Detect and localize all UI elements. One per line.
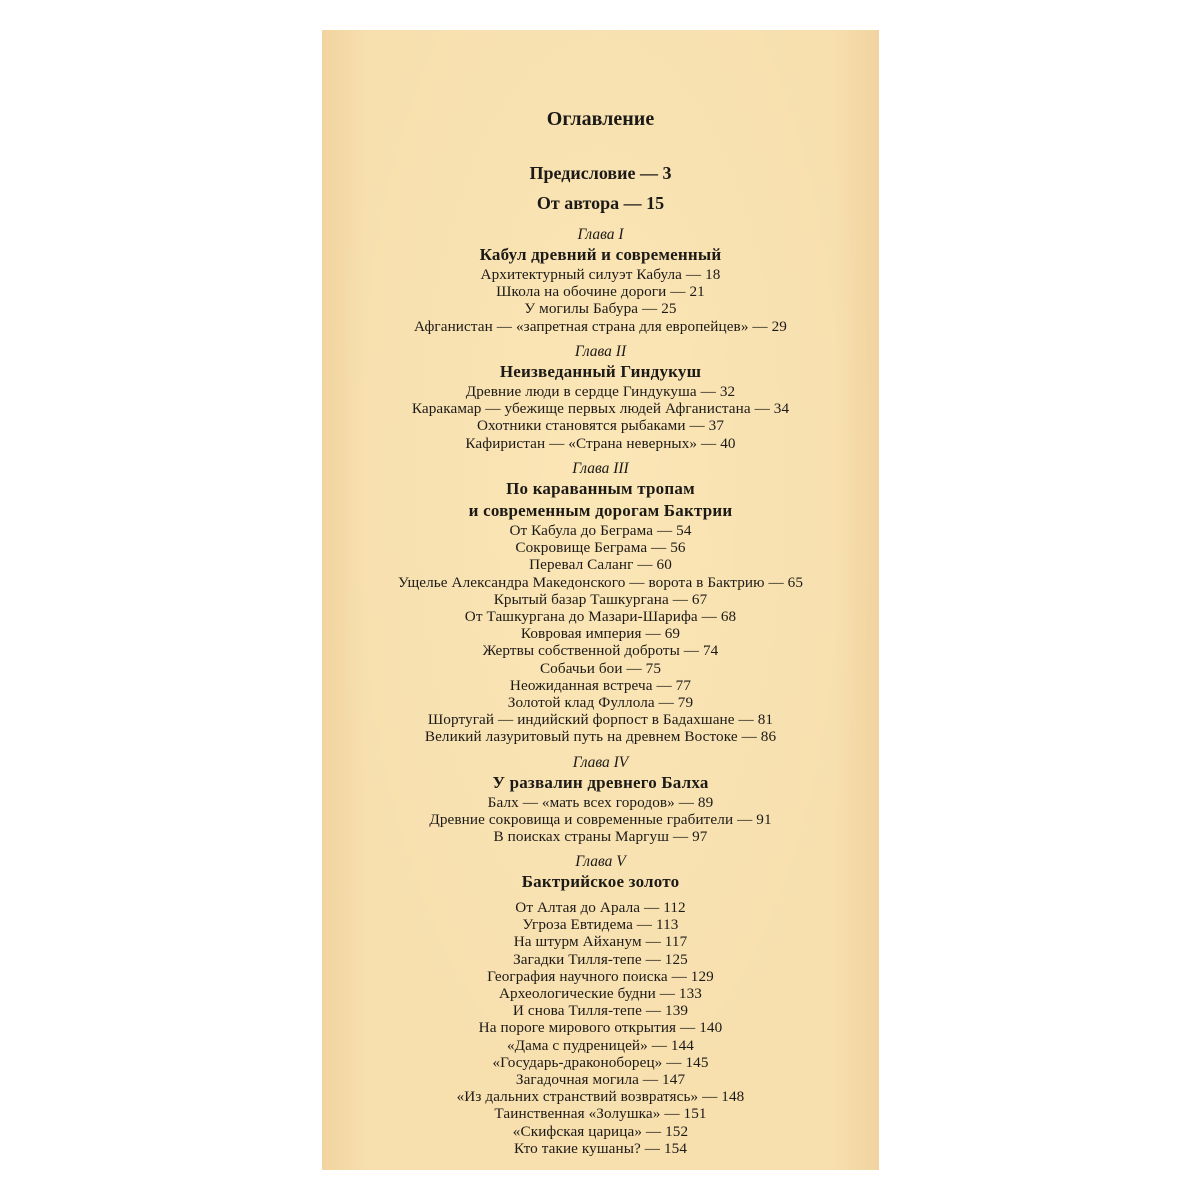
toc-entry: Археологические будни — 133 xyxy=(498,985,702,1003)
toc-entry: От Алтая до Арала — 112 xyxy=(515,899,686,916)
chapter-3 xyxy=(322,460,879,746)
toc-entry: «Дама с пудреницей» — 144 xyxy=(506,1036,694,1054)
chapter-heading: По караванным тропам xyxy=(506,479,695,498)
chapter-4 xyxy=(322,754,879,846)
toc-entry: Угроза Евтидема — 113 xyxy=(522,916,679,934)
toc-entry: Кто такие кушаны? — 154 xyxy=(513,1139,688,1157)
book-page xyxy=(322,30,879,1170)
toc-entry: Сокровище Беграма — 56 xyxy=(515,539,686,557)
toc-entry: Неожиданная встреча — 77 xyxy=(509,676,692,694)
toc-entry: Каракамар — убежище первых людей Афганистана — 34 xyxy=(411,400,790,418)
page-title: Оглавление xyxy=(546,108,655,130)
chapter-heading: Неизведанный Гиндукуш xyxy=(499,362,702,381)
toc-entry: И снова Тилля-тепе — 139 xyxy=(512,1002,689,1020)
toc-entry: Школа на обочине дороги — 21 xyxy=(496,283,705,301)
chapter-label: Глава II xyxy=(574,343,627,360)
toc-entry: Древние люди в сердце Гиндукуша — 32 xyxy=(465,383,736,400)
chapter-heading: Кабул древний и современный xyxy=(479,245,722,264)
toc-entry: Собачьи бои — 75 xyxy=(539,659,662,677)
toc-entry: Загадочная могила — 147 xyxy=(515,1071,686,1089)
chapter-2 xyxy=(322,343,879,452)
toc-entry: Жертвы собственной доброты — 74 xyxy=(482,642,719,660)
toc-entry: Таинственная «Золушка» — 151 xyxy=(494,1105,707,1123)
toc-entry: Балх — «мать всех городов» — 89 xyxy=(487,794,714,811)
toc-entry: География научного поиска — 129 xyxy=(487,967,714,985)
toc-entry: Загадки Тилля-тепе — 125 xyxy=(513,950,688,968)
front-entry-author: От автора — 15 xyxy=(536,193,665,213)
chapter-1 xyxy=(322,226,879,335)
toc-entry: Ковровая империя — 69 xyxy=(520,625,681,643)
toc-entry: Кафиристан — «Страна неверных» — 40 xyxy=(465,434,736,452)
toc-entry: Ущелье Александра Македонского — ворота в Бактрию — 65 xyxy=(397,573,804,591)
toc-entry: Афганистан — «запретная страна для европейцев» — 29 xyxy=(413,317,787,335)
toc-entry: «Из дальних странствий возвратясь» — 148 xyxy=(456,1088,745,1106)
toc-entry: Охотники становятся рыбаками — 37 xyxy=(476,417,725,435)
chapter-heading: и современным дорогам Бактрии xyxy=(468,501,733,520)
chapter-label: Глава I xyxy=(577,226,624,243)
toc-entry: У могилы Бабура — 25 xyxy=(524,300,677,318)
toc-entry: Древние сокровища и современные грабители — 91 xyxy=(429,811,772,829)
toc-entry: Шортугай — индийский форпост в Бадахшане — 81 xyxy=(427,711,774,729)
front-entry-preface: Предисловие — 3 xyxy=(529,163,672,183)
toc-entry: Крытый базар Ташкургана — 67 xyxy=(493,590,708,608)
chapter-label: Глава IV xyxy=(572,754,629,771)
toc-entry: На пороге мирового открытия — 140 xyxy=(478,1019,723,1037)
chapter-heading: Бактрийское золото xyxy=(521,872,680,891)
toc-entry: Архитектурный силуэт Кабула — 18 xyxy=(480,266,721,283)
chapter-label: Глава V xyxy=(575,853,626,870)
toc-entry: От Ташкургана до Мазари-Шарифа — 68 xyxy=(464,608,737,626)
toc-entry: На штурм Айханум — 117 xyxy=(513,933,688,951)
toc-entry: «Государь-драконоборец» — 145 xyxy=(492,1053,709,1071)
toc-entry: Великий лазуритовый путь на древнем Востоке — 86 xyxy=(424,728,777,746)
chapter-label: Глава III xyxy=(572,460,629,477)
toc-entry: «Скифская царица» — 152 xyxy=(512,1122,689,1140)
toc-entry: В поисках страны Маргуш — 97 xyxy=(493,828,708,846)
chapter-heading: У развалин древнего Балха xyxy=(492,773,709,792)
toc-entry: Перевал Саланг — 60 xyxy=(529,556,672,574)
toc-entry: Золотой клад Фуллола — 79 xyxy=(507,694,694,712)
toc-entry: От Кабула до Беграма — 54 xyxy=(509,522,692,539)
chapter-5 xyxy=(322,853,879,1157)
